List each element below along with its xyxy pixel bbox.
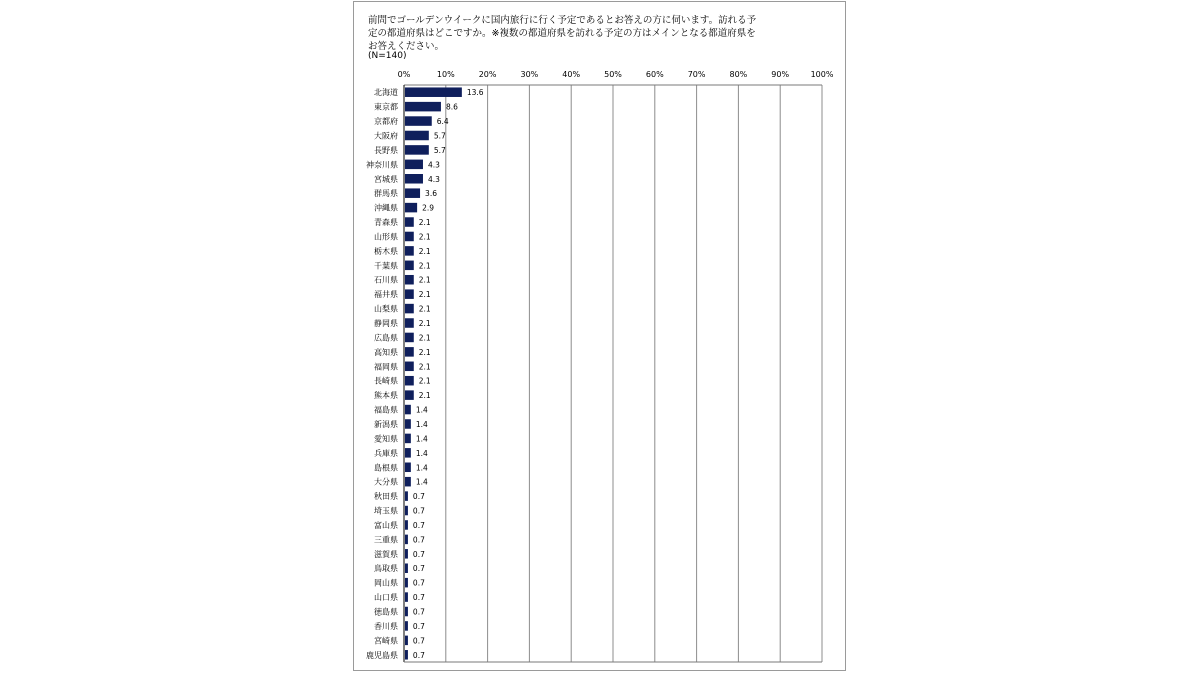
value-label: 0.7 — [412, 593, 425, 603]
value-label: 1.4 — [415, 448, 428, 458]
value-label: 0.7 — [412, 506, 425, 516]
value-label: 2.1 — [418, 218, 431, 228]
category-label: 熊本県 — [374, 391, 398, 401]
x-tick-label: 70% — [687, 70, 706, 79]
value-label: 6.4 — [436, 117, 449, 127]
value-label: 2.9 — [422, 203, 435, 213]
category-label: 秋田県 — [374, 492, 398, 502]
value-label: 1.4 — [415, 405, 428, 415]
value-label: 2.1 — [418, 290, 431, 300]
category-label: 新潟県 — [374, 419, 398, 429]
bar-38 — [405, 621, 408, 631]
category-label: 東京都 — [374, 102, 398, 112]
bar-2 — [405, 102, 441, 112]
value-label: 1.4 — [415, 434, 428, 444]
bar-19 — [405, 347, 414, 357]
bar-7 — [405, 174, 423, 184]
category-label: 北海道 — [374, 88, 398, 98]
category-label: 宮崎県 — [374, 636, 398, 646]
value-label: 0.7 — [412, 650, 425, 660]
value-label: 4.3 — [427, 160, 440, 170]
value-label: 5.7 — [433, 145, 446, 155]
bar-36 — [405, 592, 408, 602]
value-label: 1.4 — [415, 463, 428, 473]
bar-30 — [405, 506, 408, 516]
value-label: 2.1 — [418, 391, 431, 401]
category-label: 徳島県 — [374, 607, 398, 617]
category-label: 広島県 — [374, 333, 398, 343]
bar-3 — [405, 116, 432, 126]
value-label: 2.1 — [418, 333, 431, 343]
category-label: 福岡県 — [374, 362, 398, 372]
value-label: 0.7 — [412, 492, 425, 502]
category-label: 埼玉県 — [374, 506, 398, 516]
bar-6 — [405, 160, 423, 170]
value-label: 0.7 — [412, 549, 425, 559]
bar-31 — [405, 520, 408, 530]
value-label: 2.1 — [418, 376, 431, 386]
bar-10 — [405, 217, 414, 227]
bar-21 — [405, 376, 414, 386]
value-label: 0.7 — [412, 636, 425, 646]
bar-1 — [405, 87, 462, 97]
bar-22 — [405, 390, 414, 400]
value-label: 8.6 — [445, 102, 458, 112]
bar-39 — [405, 636, 408, 646]
chart-title-line-3: お答えください。 — [368, 41, 445, 52]
bar-14 — [405, 275, 414, 285]
bar-25 — [405, 434, 411, 444]
x-tick-label: 30% — [520, 70, 539, 79]
x-tick-label: 10% — [436, 70, 455, 79]
category-label: 福島県 — [374, 405, 398, 415]
category-label: 神奈川県 — [366, 160, 398, 170]
value-label: 2.1 — [418, 275, 431, 285]
value-label: 1.4 — [415, 419, 428, 429]
bar-37 — [405, 607, 408, 617]
category-label: 鹿児島県 — [366, 650, 398, 660]
category-label: 長崎県 — [374, 376, 398, 386]
value-label: 5.7 — [433, 131, 446, 141]
bar-4 — [405, 131, 429, 141]
chart-title-line-2: 定の都道府県はどこですか。※複数の都道府県を訪れる予定の方はメインとなる都道府県を — [368, 28, 756, 39]
bar-33 — [405, 549, 408, 559]
value-label: 2.1 — [418, 362, 431, 372]
category-label: 香川県 — [374, 621, 398, 631]
bar-5 — [405, 145, 429, 155]
x-tick-label: 50% — [604, 70, 622, 79]
category-label: 山梨県 — [374, 304, 398, 314]
x-tick-label: 80% — [729, 70, 748, 79]
bar-16 — [405, 304, 414, 314]
bar-32 — [405, 535, 408, 545]
category-label: 石川県 — [374, 275, 398, 285]
bar-11 — [405, 232, 414, 242]
value-label: 4.3 — [427, 174, 440, 184]
category-label: 兵庫県 — [374, 448, 398, 458]
value-label: 1.4 — [415, 477, 428, 487]
bar-24 — [405, 419, 411, 429]
chart-sample-size: (N=140) — [368, 51, 407, 61]
x-tick-label: 0% — [397, 70, 411, 79]
category-label: 静岡県 — [374, 319, 398, 329]
value-label: 0.7 — [412, 607, 425, 617]
category-label: 京都府 — [374, 117, 398, 127]
chart-title-line-1: 前問でゴールデンウイークに国内旅行に行く予定であるとお答えの方に伺います。訪れる予 — [368, 15, 757, 26]
bar-8 — [405, 188, 420, 198]
bar-9 — [405, 203, 417, 213]
category-label: 青森県 — [374, 218, 398, 228]
value-label: 2.1 — [418, 347, 431, 357]
x-tick-label: 100% — [810, 70, 834, 79]
bar-13 — [405, 261, 414, 271]
category-label: 長野県 — [374, 145, 398, 155]
category-label: 滋賀県 — [374, 549, 398, 559]
category-label: 山口県 — [374, 593, 398, 603]
category-label: 山形県 — [374, 232, 398, 242]
category-label: 鳥取県 — [374, 564, 398, 574]
category-label: 岡山県 — [374, 578, 398, 588]
category-label: 高知県 — [374, 347, 398, 357]
bar-34 — [405, 563, 408, 573]
bar-23 — [405, 405, 411, 415]
category-label: 島根県 — [374, 463, 398, 473]
category-label: 富山県 — [374, 520, 398, 530]
value-label: 0.7 — [412, 564, 425, 574]
bar-28 — [405, 477, 411, 487]
category-label: 宮城県 — [374, 174, 398, 184]
bar-35 — [405, 578, 408, 588]
value-label: 2.1 — [418, 246, 431, 256]
bar-15 — [405, 289, 414, 299]
bar-29 — [405, 491, 408, 501]
category-label: 千葉県 — [374, 261, 398, 271]
value-label: 13.6 — [466, 88, 484, 98]
category-label: 大阪府 — [374, 131, 398, 141]
category-label: 大分県 — [374, 477, 398, 487]
value-label: 0.7 — [412, 520, 425, 530]
value-label: 2.1 — [418, 261, 431, 271]
value-label: 2.1 — [418, 319, 431, 329]
bar-27 — [405, 463, 411, 473]
category-label: 福井県 — [374, 290, 398, 300]
category-label: 栃木県 — [374, 246, 398, 256]
value-label: 0.7 — [412, 535, 425, 545]
value-label: 2.1 — [418, 304, 431, 314]
value-label: 2.1 — [418, 232, 431, 242]
x-tick-label: 90% — [771, 70, 790, 79]
x-tick-label: 40% — [562, 70, 581, 79]
category-label: 愛知県 — [374, 434, 398, 444]
x-tick-label: 60% — [645, 70, 664, 79]
value-label: 3.6 — [425, 189, 437, 199]
bar-17 — [405, 318, 414, 328]
value-label: 0.7 — [412, 621, 425, 631]
category-label: 三重県 — [374, 535, 398, 545]
bar-20 — [405, 362, 414, 372]
category-label: 群馬県 — [374, 189, 398, 199]
bar-26 — [405, 448, 411, 458]
bar-40 — [405, 650, 408, 660]
value-label: 0.7 — [412, 578, 425, 588]
bar-18 — [405, 333, 414, 343]
x-tick-label: 20% — [478, 70, 497, 79]
bar-12 — [405, 246, 414, 256]
category-label: 沖縄県 — [374, 203, 398, 213]
